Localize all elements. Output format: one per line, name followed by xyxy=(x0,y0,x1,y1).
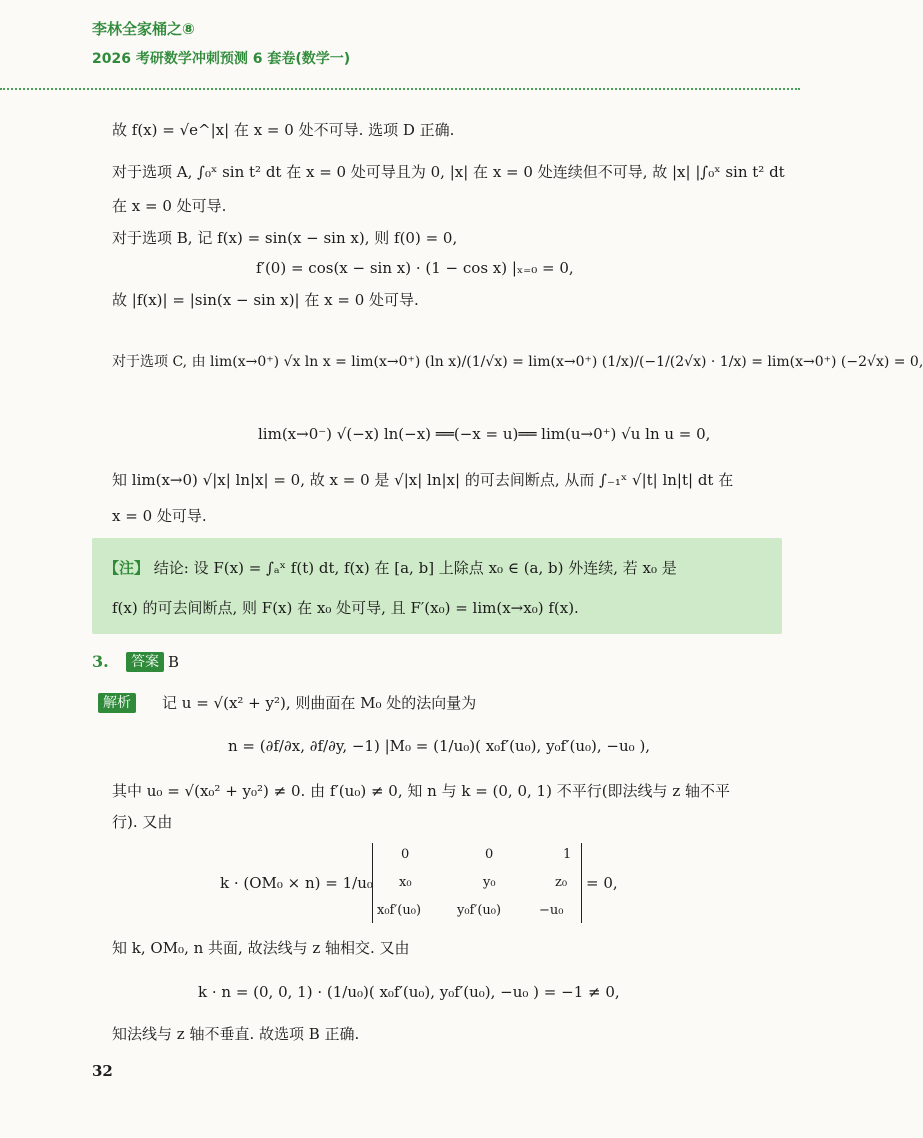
answer-value: B xyxy=(168,653,180,671)
determinant xyxy=(372,843,582,923)
det-cell: y₀ xyxy=(483,875,496,890)
det-cell: x₀ xyxy=(399,875,412,890)
equation: lim(x→0⁻) √(−x) ln(−x) ══(−x = u)══ lim(u→0⁺) √u ln u = 0, xyxy=(258,425,711,443)
det-cell: 1 xyxy=(563,847,572,862)
note-label: 【注】 xyxy=(104,559,150,577)
note-text: 结论: 设 F(x) = ∫ₐˣ f(t) dt, f(x) 在 [a, b] 上除点 x₀ ∈ (a, b) 外连续, 若 x₀ 是 xyxy=(153,559,677,577)
question-number: 3. xyxy=(92,652,109,671)
equation: f′(0) = cos(x − sin x) · (1 − cos x) |ₓ₌₀ = 0, xyxy=(256,259,574,277)
page-number: 32 xyxy=(92,1062,113,1080)
text-line: 故 |f(x)| = |sin(x − sin x)| 在 x = 0 处可导. xyxy=(112,291,419,309)
text-line: 行). 又由 xyxy=(112,813,173,831)
equation: n = (∂f/∂x, ∂f/∂y, −1) |M₀ = (1/u₀)( x₀f′(u₀), y₀f′(u₀), −u₀ ), xyxy=(228,737,651,755)
header-divider xyxy=(0,88,800,90)
det-cell: x₀f′(u₀) xyxy=(377,903,422,918)
det-cell: y₀f′(u₀) xyxy=(457,903,502,918)
header-subtitle: 2026 考研数学冲刺预测 6 套卷(数学一) xyxy=(92,51,351,67)
answer-tag: 答案 xyxy=(126,652,164,672)
text-line: 对于选项 B, 记 f(x) = sin(x − sin x), 则 f(0) = 0, xyxy=(112,229,458,247)
text-line: 记 u = √(x² + y²), 则曲面在 M₀ 处的法向量为 xyxy=(162,694,477,712)
header-title: 李林全家桶之⑧ xyxy=(92,20,195,38)
det-cell: 0 xyxy=(401,847,410,862)
text-line: 对于选项 C, 由 lim(x→0⁺) √x ln x = lim(x→0⁺) (ln x)/(1/√x) = lim(x→0⁺) (1/x)/(−1/(2√x) · 1/x) = lim(x→0⁺) (−2√x) = 0, xyxy=(112,354,923,370)
note-line: f(x) 的可去间断点, 则 F(x) 在 x₀ 处可导, 且 F′(x₀) = lim(x→x₀) f(x). xyxy=(112,599,579,617)
note-line xyxy=(104,558,677,578)
det-cell: −u₀ xyxy=(539,903,564,918)
det-cell: 0 xyxy=(485,847,494,862)
text-line: 故 f(x) = √e^|x| 在 x = 0 处不可导. 选项 D 正确. xyxy=(112,121,455,139)
text-line: 其中 u₀ = √(x₀² + y₀²) ≠ 0. 由 f′(u₀) ≠ 0, 知 n 与 k = (0, 0, 1) 不平行(即法线与 z 轴不平 xyxy=(112,782,730,800)
analysis-tag: 解析 xyxy=(98,693,136,713)
text-line: 知 k, OM₀, n 共面, 故法线与 z 轴相交. 又由 xyxy=(112,939,410,957)
note-box xyxy=(92,538,782,634)
text-line: 在 x = 0 处可导. xyxy=(112,197,227,215)
text-line: x = 0 处可导. xyxy=(112,507,207,525)
equation: k · n = (0, 0, 1) · (1/u₀)( x₀f′(u₀), y₀f′(u₀), −u₀ ) = −1 ≠ 0, xyxy=(198,983,620,1001)
text-line: 知 lim(x→0) √|x| ln|x| = 0, 故 x = 0 是 √|x| ln|x| 的可去间断点, 从而 ∫₋₁ˣ √|t| ln|t| dt 在 xyxy=(112,471,734,489)
equation-left: k · (OM₀ × n) = 1/u₀ xyxy=(220,874,373,892)
det-cell: z₀ xyxy=(555,875,568,890)
text-line: 对于选项 A, ∫₀ˣ sin t² dt 在 x = 0 处可导且为 0, |x| 在 x = 0 处连续但不可导, 故 |x| |∫₀ˣ sin t² dt xyxy=(112,163,785,181)
text-line: 知法线与 z 轴不垂直. 故选项 B 正确. xyxy=(112,1025,360,1043)
equation-right: = 0, xyxy=(586,874,618,892)
